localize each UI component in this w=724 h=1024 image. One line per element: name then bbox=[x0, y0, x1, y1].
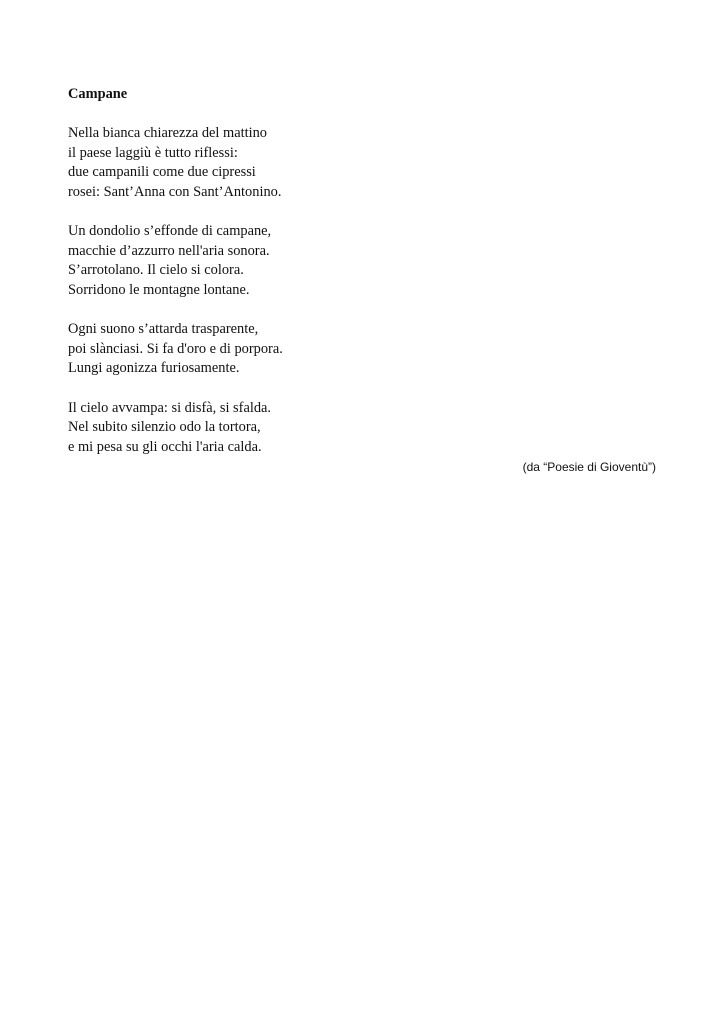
stanza-2 bbox=[68, 222, 628, 300]
poem-line: e mi pesa su gli occhi l'aria calda. bbox=[68, 438, 262, 455]
poem-line: S’arrotolano. Il cielo si colora. bbox=[68, 262, 244, 279]
stanza-1 bbox=[68, 124, 628, 202]
stanza-4 bbox=[68, 399, 628, 458]
poem-line: Nella bianca chiarezza del mattino bbox=[68, 125, 267, 142]
poem-line: poi slànciasi. Si fa d'oro e di porpora. bbox=[68, 340, 283, 357]
poem-line: Nel subito silenzio odo la tortora, bbox=[68, 419, 261, 436]
poem-line: Sorridono le montagne lontane. bbox=[68, 281, 250, 298]
poem-line: Un dondolio s’effonde di campane, bbox=[68, 223, 272, 240]
poem-line: Lungi agonizza furiosamente. bbox=[68, 360, 240, 377]
poem-line: macchie d’azzurro nell'aria sonora. bbox=[68, 242, 270, 259]
poem-title: Campane bbox=[68, 86, 128, 102]
poem-line: rosei: Sant’Anna con Sant’Antonino. bbox=[68, 183, 282, 200]
poem-line: Il cielo avvampa: si disfà, si sfalda. bbox=[68, 399, 272, 416]
poem-line: Ogni suono s’attarda trasparente, bbox=[68, 321, 259, 338]
poem-line: il paese laggiù è tutto riflessi: bbox=[68, 144, 238, 161]
poem bbox=[68, 85, 628, 457]
poem-line: due campanili come due cipressi bbox=[68, 164, 256, 181]
poem-source-citation: (da “Poesie di Gioventù”) bbox=[522, 460, 656, 474]
stanza-3 bbox=[68, 320, 628, 379]
